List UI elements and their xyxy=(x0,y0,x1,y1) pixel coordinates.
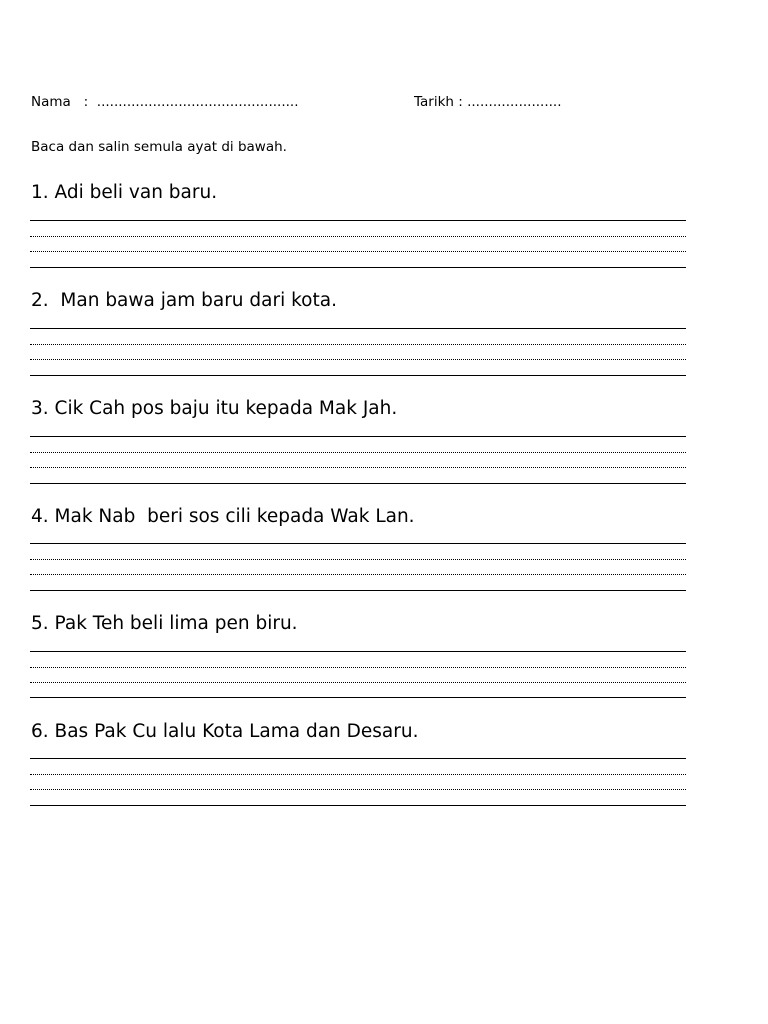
writing-line-top[interactable] xyxy=(30,651,686,652)
writing-line-top[interactable] xyxy=(30,220,686,221)
exercise-sentence: 6. Bas Pak Cu lalu Kota Lama dan Desaru. xyxy=(31,721,419,742)
exercise-sentence: 1. Adi beli van baru. xyxy=(31,182,218,203)
exercise-4 xyxy=(30,505,686,597)
instruction-text: Baca dan salin semula ayat di bawah. xyxy=(31,139,287,155)
writing-guide-line xyxy=(30,251,686,252)
exercise-sentence: 2. Man bawa jam baru dari kota. xyxy=(31,290,337,311)
writing-guide-line xyxy=(30,774,686,775)
exercise-3 xyxy=(30,397,686,489)
writing-guide-line xyxy=(30,574,686,575)
exercise-sentence: 4. Mak Nab beri sos cili kepada Wak Lan. xyxy=(31,506,415,527)
writing-guide-line xyxy=(30,667,686,668)
date-field[interactable]: Tarikh : ...................... xyxy=(414,94,562,110)
writing-guide-line xyxy=(30,359,686,360)
exercise-sentence: 3. Cik Cah pos baju itu kepada Mak Jah. xyxy=(31,398,398,419)
writing-line-bottom xyxy=(30,805,686,806)
writing-guide-line xyxy=(30,344,686,345)
exercise-6 xyxy=(30,720,686,812)
writing-guide-line xyxy=(30,236,686,237)
writing-line-top[interactable] xyxy=(30,758,686,759)
writing-line-top[interactable] xyxy=(30,328,686,329)
writing-guide-line xyxy=(30,789,686,790)
writing-line-top[interactable] xyxy=(30,543,686,544)
writing-guide-line xyxy=(30,682,686,683)
writing-line-bottom xyxy=(30,483,686,484)
writing-guide-line xyxy=(30,467,686,468)
exercise-sentence: 5. Pak Teh beli lima pen biru. xyxy=(31,613,298,634)
header-row xyxy=(31,94,691,114)
writing-line-bottom xyxy=(30,697,686,698)
writing-guide-line xyxy=(30,559,686,560)
writing-guide-line xyxy=(30,452,686,453)
exercise-5 xyxy=(30,612,686,704)
exercise-1 xyxy=(30,181,686,273)
exercise-2 xyxy=(30,289,686,381)
writing-line-top[interactable] xyxy=(30,436,686,437)
name-field[interactable]: Nama : ............................................... xyxy=(31,94,299,110)
writing-line-bottom xyxy=(30,267,686,268)
writing-line-bottom xyxy=(30,590,686,591)
writing-line-bottom xyxy=(30,375,686,376)
